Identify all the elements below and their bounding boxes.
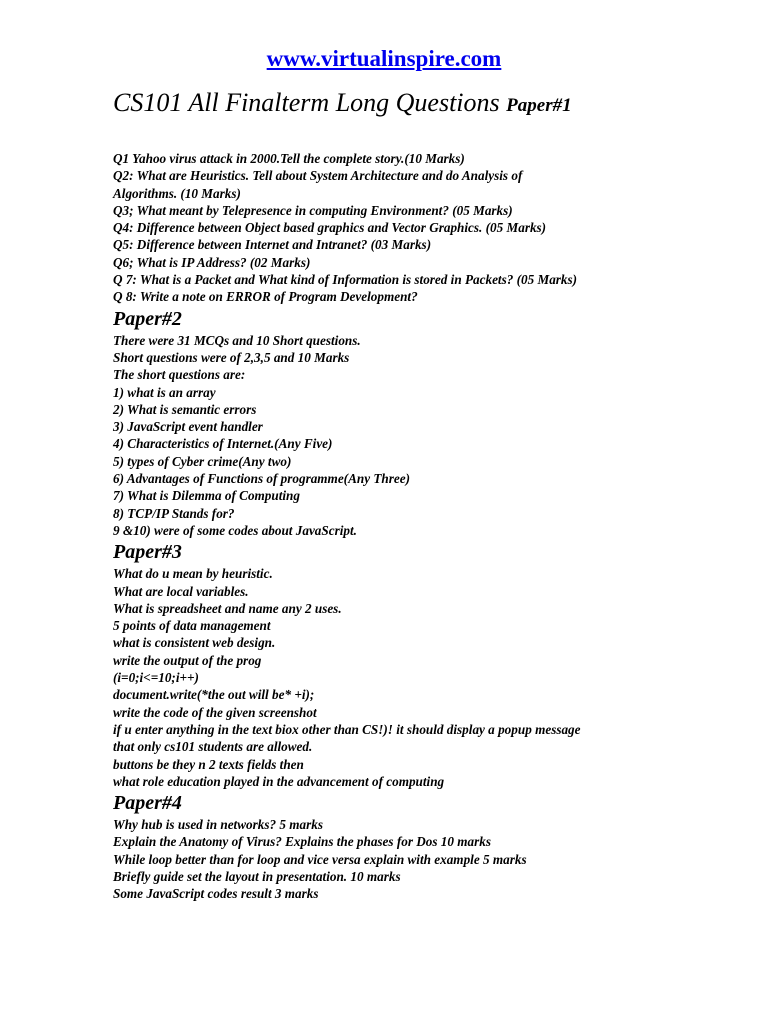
paper1-questions bbox=[113, 150, 633, 306]
question-line: Explain the Anatomy of Virus? Explains the phases for Dos 10 marks bbox=[113, 834, 491, 850]
question-line: 1) what is an array bbox=[113, 384, 216, 400]
question-line: 6) Advantages of Functions of programme(Any Three) bbox=[113, 471, 410, 487]
question-line: 7) What is Dilemma of Computing bbox=[113, 488, 300, 504]
question-line: 2) What is semantic errors bbox=[113, 401, 257, 417]
question-line: What do u mean by heuristic. bbox=[113, 566, 273, 582]
question-line: Q4: Difference between Object based graphics and Vector Graphics. (05 Marks) bbox=[113, 220, 547, 236]
question-line: Q3; What meant by Telepresence in computing Environment? (05 Marks) bbox=[113, 202, 513, 218]
question-line: write the output of the prog bbox=[113, 652, 262, 668]
paper2-heading: Paper#2 bbox=[113, 307, 182, 330]
question-line: Q6; What is IP Address? (02 Marks) bbox=[113, 254, 311, 270]
question-line: Short questions were of 2,3,5 and 10 Marks bbox=[113, 349, 350, 365]
paper3-heading: Paper#3 bbox=[113, 541, 182, 564]
question-line: 4) Characteristics of Internet.(Any Five) bbox=[113, 436, 333, 452]
title-main: CS101 All Finalterm Long Questions bbox=[113, 88, 500, 117]
paper4-questions bbox=[113, 816, 633, 902]
question-line: Q5: Difference between Internet and Intranet? (03 Marks) bbox=[113, 237, 432, 253]
question-line: There were 31 MCQs and 10 Short questions. bbox=[113, 332, 361, 348]
question-line: what is consistent web design. bbox=[113, 635, 276, 651]
question-line: 3) JavaScript event handler bbox=[113, 419, 263, 435]
question-line: Q2: What are Heuristics. Tell about System Architecture and do Analysis of bbox=[113, 168, 523, 184]
paper4-heading: Paper#4 bbox=[113, 792, 182, 815]
question-line: 8) TCP/IP Stands for? bbox=[113, 505, 235, 521]
site-link[interactable]: www.virtualinspire.com bbox=[266, 46, 502, 71]
question-line: While loop better than for loop and vice versa explain with example 5 marks bbox=[113, 851, 527, 867]
question-line: Q1 Yahoo virus attack in 2000.Tell the complete story.(10 Marks) bbox=[113, 151, 465, 166]
question-line: Briefly guide set the layout in presentation. 10 marks bbox=[113, 868, 401, 884]
question-line: 9 &10) were of some codes about JavaScript. bbox=[113, 522, 357, 538]
question-line: Algorithms. (10 Marks) bbox=[113, 185, 241, 201]
paper2-questions bbox=[113, 332, 633, 540]
question-line: that only cs101 students are allowed. bbox=[113, 739, 313, 755]
question-line: document.write(*the out will be* +i); bbox=[113, 687, 315, 703]
document-title bbox=[113, 88, 572, 118]
title-paper-number: Paper#1 bbox=[506, 95, 572, 116]
question-line: 5) types of Cyber crime(Any two) bbox=[113, 453, 292, 469]
question-line: What is spreadsheet and name any 2 uses. bbox=[113, 600, 342, 616]
question-line: buttons be they n 2 texts fields then bbox=[113, 756, 304, 772]
question-line: Some JavaScript codes result 3 marks bbox=[113, 886, 319, 902]
question-line: write the code of the given screenshot bbox=[113, 704, 317, 720]
question-line: (i=0;i<=10;i++) bbox=[113, 670, 199, 686]
question-line: Q 8: Write a note on ERROR of Program Development? bbox=[113, 289, 418, 305]
question-line: if u enter anything in the text biox other than CS!)! it should display a popup message bbox=[113, 721, 581, 737]
question-line: Why hub is used in networks? 5 marks bbox=[113, 817, 323, 833]
paper3-questions bbox=[113, 565, 633, 790]
document-body bbox=[113, 150, 633, 903]
question-line: What are local variables. bbox=[113, 583, 249, 599]
question-line: The short questions are: bbox=[113, 367, 246, 383]
question-line: what role education played in the advancement of computing bbox=[113, 773, 445, 789]
question-line: 5 points of data management bbox=[113, 618, 271, 634]
question-line: Q 7: What is a Packet and What kind of Information is stored in Packets? (05 Marks) bbox=[113, 272, 578, 288]
